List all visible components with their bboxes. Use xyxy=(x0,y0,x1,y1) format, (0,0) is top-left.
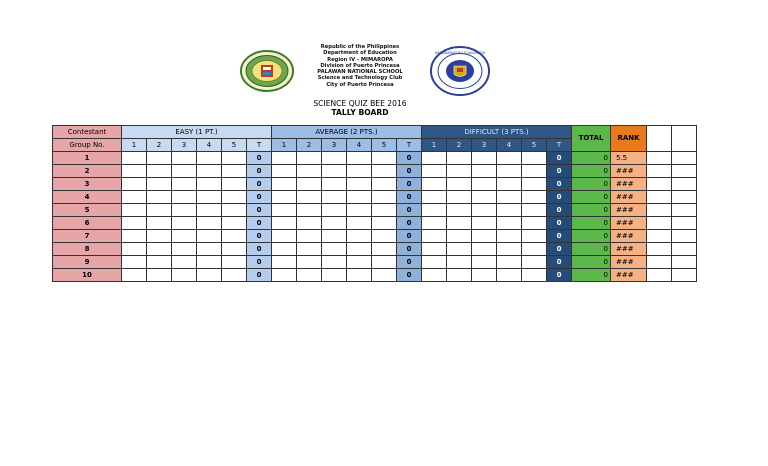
average-score-cell[interactable] xyxy=(347,230,372,243)
blank-cell xyxy=(647,217,672,230)
table-row xyxy=(53,243,697,256)
average-t-header: T xyxy=(397,139,422,152)
letterhead-line: Region IV - MIMAROPA xyxy=(327,56,393,63)
difficult-total-cell: 0 xyxy=(547,269,572,282)
group-number-cell: 1 xyxy=(53,152,122,165)
difficult-item-number: 3 xyxy=(472,139,497,152)
difficult-total-cell: 0 xyxy=(547,243,572,256)
easy-score-cell[interactable] xyxy=(222,165,247,178)
blank-cell xyxy=(672,269,697,282)
blank-cell xyxy=(672,204,697,217)
average-total-cell: 0 xyxy=(397,152,422,165)
table-header-row xyxy=(53,126,697,139)
group-number-cell: 7 xyxy=(53,230,122,243)
difficult-score-cell[interactable] xyxy=(522,178,547,191)
rank-cell: ### xyxy=(611,269,647,282)
average-score-cell[interactable] xyxy=(372,152,397,165)
average-score-cell[interactable] xyxy=(347,178,372,191)
rank-cell: ### xyxy=(611,178,647,191)
easy-score-cell[interactable] xyxy=(222,152,247,165)
rank-cell: ### xyxy=(611,256,647,269)
average-score-cell[interactable] xyxy=(372,256,397,269)
group-number-cell: 4 xyxy=(53,191,122,204)
difficult-total-cell: 0 xyxy=(547,230,572,243)
average-score-cell[interactable] xyxy=(297,191,322,204)
average-total-cell: 0 xyxy=(397,230,422,243)
difficult-score-cell[interactable] xyxy=(522,230,547,243)
average-score-cell[interactable] xyxy=(272,256,297,269)
difficult-score-cell[interactable] xyxy=(422,217,447,230)
average-score-cell[interactable] xyxy=(297,243,322,256)
difficult-score-cell[interactable] xyxy=(522,191,547,204)
rank-cell: ### xyxy=(611,165,647,178)
easy-score-cell[interactable] xyxy=(122,243,147,256)
average-score-cell[interactable] xyxy=(322,191,347,204)
easy-score-cell[interactable] xyxy=(147,178,172,191)
average-item-number: 1 xyxy=(272,139,297,152)
group-number-cell: 8 xyxy=(53,243,122,256)
letterhead-line: Department of Education xyxy=(323,50,397,57)
difficult-score-cell[interactable] xyxy=(422,191,447,204)
average-score-cell[interactable] xyxy=(347,165,372,178)
difficult-score-cell[interactable] xyxy=(447,256,472,269)
blank-cell xyxy=(672,217,697,230)
easy-score-cell[interactable] xyxy=(172,178,197,191)
rank-cell: ### xyxy=(611,230,647,243)
group-number-cell: 3 xyxy=(53,178,122,191)
average-total-cell: 0 xyxy=(397,269,422,282)
easy-score-cell[interactable] xyxy=(172,204,197,217)
easy-score-cell[interactable] xyxy=(222,256,247,269)
average-score-cell[interactable] xyxy=(347,243,372,256)
total-cell: 0 xyxy=(572,269,611,282)
blank-cell xyxy=(647,230,672,243)
difficult-score-cell[interactable] xyxy=(497,230,522,243)
blank-cell xyxy=(647,126,672,152)
easy-score-cell[interactable] xyxy=(147,243,172,256)
letterhead xyxy=(300,44,420,88)
difficult-header: DIFFICULT (3 PTS.) xyxy=(422,126,572,139)
letterhead-line: City of Puerto Princesa xyxy=(326,81,394,88)
easy-score-cell[interactable] xyxy=(222,230,247,243)
table-row xyxy=(53,191,697,204)
rank-cell: ### xyxy=(611,217,647,230)
blank-cell xyxy=(647,256,672,269)
blank-cell xyxy=(647,269,672,282)
easy-score-cell[interactable] xyxy=(172,152,197,165)
difficult-score-cell[interactable] xyxy=(497,191,522,204)
average-score-cell[interactable] xyxy=(347,191,372,204)
easy-score-cell[interactable] xyxy=(197,230,222,243)
rank-cell: ### xyxy=(611,204,647,217)
difficult-score-cell[interactable] xyxy=(472,165,497,178)
tally-board-table xyxy=(52,125,697,282)
easy-score-cell[interactable] xyxy=(122,230,147,243)
average-score-cell[interactable] xyxy=(297,165,322,178)
average-score-cell[interactable] xyxy=(372,230,397,243)
letterhead-line: Division of Puerto Princesa xyxy=(320,62,400,69)
average-score-cell[interactable] xyxy=(272,269,297,282)
blank-cell xyxy=(672,243,697,256)
difficult-score-cell[interactable] xyxy=(447,204,472,217)
average-score-cell[interactable] xyxy=(347,256,372,269)
difficult-score-cell[interactable] xyxy=(497,256,522,269)
average-score-cell[interactable] xyxy=(297,256,322,269)
difficult-score-cell[interactable] xyxy=(522,204,547,217)
difficult-score-cell[interactable] xyxy=(447,243,472,256)
average-total-cell: 0 xyxy=(397,256,422,269)
difficult-score-cell[interactable] xyxy=(422,243,447,256)
easy-score-cell[interactable] xyxy=(197,191,222,204)
easy-score-cell[interactable] xyxy=(147,165,172,178)
average-score-cell[interactable] xyxy=(297,204,322,217)
average-score-cell[interactable] xyxy=(322,230,347,243)
average-item-number: 2 xyxy=(297,139,322,152)
average-score-cell[interactable] xyxy=(372,204,397,217)
easy-total-cell: 0 xyxy=(247,204,272,217)
table-row xyxy=(53,204,697,217)
difficult-score-cell[interactable] xyxy=(447,165,472,178)
average-score-cell[interactable] xyxy=(297,152,322,165)
difficult-score-cell[interactable] xyxy=(472,269,497,282)
easy-item-number: 5 xyxy=(222,139,247,152)
blank-cell xyxy=(672,256,697,269)
average-score-cell[interactable] xyxy=(297,178,322,191)
easy-item-number: 3 xyxy=(172,139,197,152)
easy-total-cell: 0 xyxy=(247,152,272,165)
easy-score-cell[interactable] xyxy=(197,152,222,165)
difficult-score-cell[interactable] xyxy=(472,178,497,191)
easy-score-cell[interactable] xyxy=(172,191,197,204)
easy-score-cell[interactable] xyxy=(197,243,222,256)
average-score-cell[interactable] xyxy=(272,217,297,230)
easy-item-number: 4 xyxy=(197,139,222,152)
total-cell: 0 xyxy=(572,165,611,178)
letterhead-line: Republic of the Philippines xyxy=(320,44,400,50)
average-score-cell[interactable] xyxy=(372,165,397,178)
average-score-cell[interactable] xyxy=(322,256,347,269)
easy-score-cell[interactable] xyxy=(147,230,172,243)
average-score-cell[interactable] xyxy=(347,217,372,230)
easy-score-cell[interactable] xyxy=(147,256,172,269)
difficult-score-cell[interactable] xyxy=(522,256,547,269)
average-score-cell[interactable] xyxy=(322,243,347,256)
easy-total-cell: 0 xyxy=(247,230,272,243)
easy-score-cell[interactable] xyxy=(172,165,197,178)
easy-score-cell[interactable] xyxy=(122,152,147,165)
average-score-cell[interactable] xyxy=(297,269,322,282)
difficult-score-cell[interactable] xyxy=(497,152,522,165)
blank-cell xyxy=(672,191,697,204)
easy-total-cell: 0 xyxy=(247,269,272,282)
difficult-total-cell: 0 xyxy=(547,165,572,178)
easy-score-cell[interactable] xyxy=(122,256,147,269)
average-score-cell[interactable] xyxy=(272,230,297,243)
rank-cell: 5.5 xyxy=(611,152,647,165)
difficult-score-cell[interactable] xyxy=(472,204,497,217)
average-score-cell[interactable] xyxy=(322,165,347,178)
easy-score-cell[interactable] xyxy=(147,204,172,217)
blank-cell xyxy=(672,165,697,178)
total-cell: 0 xyxy=(572,243,611,256)
easy-score-cell[interactable] xyxy=(122,269,147,282)
easy-score-cell[interactable] xyxy=(172,243,197,256)
easy-score-cell[interactable] xyxy=(172,217,197,230)
blank-cell xyxy=(647,204,672,217)
page-title: SCIENCE QUIZ BEE 2016 xyxy=(313,99,407,108)
difficult-score-cell[interactable] xyxy=(522,165,547,178)
easy-score-cell[interactable] xyxy=(172,230,197,243)
difficult-score-cell[interactable] xyxy=(447,230,472,243)
difficult-score-cell[interactable] xyxy=(422,152,447,165)
easy-score-cell[interactable] xyxy=(172,269,197,282)
easy-item-number: 1 xyxy=(122,139,147,152)
average-total-cell: 0 xyxy=(397,204,422,217)
difficult-score-cell[interactable] xyxy=(422,269,447,282)
easy-score-cell[interactable] xyxy=(197,256,222,269)
contestant-header: Contestant xyxy=(53,126,122,139)
difficult-total-cell: 0 xyxy=(547,217,572,230)
total-header: TOTAL xyxy=(572,126,611,152)
table-row xyxy=(53,178,697,191)
easy-score-cell[interactable] xyxy=(197,204,222,217)
easy-total-cell: 0 xyxy=(247,243,272,256)
average-item-number: 5 xyxy=(372,139,397,152)
difficult-t-header: T xyxy=(547,139,572,152)
difficult-score-cell[interactable] xyxy=(522,152,547,165)
difficult-score-cell[interactable] xyxy=(522,217,547,230)
easy-score-cell[interactable] xyxy=(222,217,247,230)
difficult-score-cell[interactable] xyxy=(497,178,522,191)
difficult-total-cell: 0 xyxy=(547,191,572,204)
letterhead-line: PALAWAN NATIONAL SCHOOL xyxy=(317,69,403,76)
easy-score-cell[interactable] xyxy=(197,165,222,178)
rank-cell: ### xyxy=(611,191,647,204)
average-score-cell[interactable] xyxy=(322,152,347,165)
easy-total-cell: 0 xyxy=(247,217,272,230)
total-cell: 0 xyxy=(572,256,611,269)
deped-seal-logo xyxy=(429,45,491,97)
easy-score-cell[interactable] xyxy=(122,178,147,191)
rank-header: RANK xyxy=(611,126,647,152)
easy-score-cell[interactable] xyxy=(122,191,147,204)
difficult-score-cell[interactable] xyxy=(472,217,497,230)
total-cell: 0 xyxy=(572,230,611,243)
easy-score-cell[interactable] xyxy=(122,204,147,217)
difficult-score-cell[interactable] xyxy=(447,269,472,282)
easy-score-cell[interactable] xyxy=(222,269,247,282)
total-cell: 0 xyxy=(572,152,611,165)
easy-item-number: 2 xyxy=(147,139,172,152)
blank-cell xyxy=(647,178,672,191)
table-row xyxy=(53,165,697,178)
difficult-score-cell[interactable] xyxy=(422,230,447,243)
difficult-score-cell[interactable] xyxy=(497,204,522,217)
total-cell: 0 xyxy=(572,204,611,217)
difficult-score-cell[interactable] xyxy=(497,217,522,230)
table-row xyxy=(53,217,697,230)
table-row xyxy=(53,256,697,269)
difficult-score-cell[interactable] xyxy=(522,243,547,256)
easy-score-cell[interactable] xyxy=(197,269,222,282)
average-score-cell[interactable] xyxy=(372,178,397,191)
page-subtitle: TALLY BOARD xyxy=(331,108,389,117)
easy-score-cell[interactable] xyxy=(197,178,222,191)
easy-score-cell[interactable] xyxy=(147,191,172,204)
average-score-cell[interactable] xyxy=(347,152,372,165)
difficult-item-number: 2 xyxy=(447,139,472,152)
blank-cell xyxy=(647,243,672,256)
blank-cell xyxy=(672,126,697,152)
difficult-score-cell[interactable] xyxy=(472,256,497,269)
easy-score-cell[interactable] xyxy=(147,152,172,165)
difficult-item-number: 4 xyxy=(497,139,522,152)
easy-total-cell: 0 xyxy=(247,256,272,269)
total-cell: 0 xyxy=(572,217,611,230)
easy-t-header: T xyxy=(247,139,272,152)
difficult-item-number: 1 xyxy=(422,139,447,152)
page-title-block xyxy=(290,99,430,117)
letterhead-line: Science and Technology Club xyxy=(317,75,403,82)
difficult-score-cell[interactable] xyxy=(522,269,547,282)
difficult-score-cell[interactable] xyxy=(447,178,472,191)
table-row xyxy=(53,230,697,243)
easy-score-cell[interactable] xyxy=(222,243,247,256)
easy-score-cell[interactable] xyxy=(147,217,172,230)
average-score-cell[interactable] xyxy=(322,178,347,191)
average-score-cell[interactable] xyxy=(372,191,397,204)
difficult-score-cell[interactable] xyxy=(497,165,522,178)
easy-score-cell[interactable] xyxy=(122,165,147,178)
table-body xyxy=(53,152,697,282)
difficult-score-cell[interactable] xyxy=(472,152,497,165)
blank-cell xyxy=(647,191,672,204)
average-header: AVERAGE (2 PTS.) xyxy=(272,126,422,139)
average-score-cell[interactable] xyxy=(372,243,397,256)
group-number-cell: 10 xyxy=(53,269,122,282)
easy-total-cell: 0 xyxy=(247,178,272,191)
easy-header: EASY (1 PT.) xyxy=(122,126,272,139)
average-score-cell[interactable] xyxy=(272,204,297,217)
difficult-total-cell: 0 xyxy=(547,178,572,191)
table-row xyxy=(53,269,697,282)
easy-score-cell[interactable] xyxy=(197,217,222,230)
total-cell: 0 xyxy=(572,178,611,191)
deped-seal-text: KAGAWARAN NG EDUKASYON xyxy=(434,51,486,55)
blank-cell xyxy=(672,152,697,165)
difficult-score-cell[interactable] xyxy=(472,191,497,204)
easy-total-cell: 0 xyxy=(247,191,272,204)
easy-score-cell[interactable] xyxy=(172,256,197,269)
average-score-cell[interactable] xyxy=(322,204,347,217)
easy-total-cell: 0 xyxy=(247,165,272,178)
difficult-total-cell: 0 xyxy=(547,204,572,217)
average-score-cell[interactable] xyxy=(372,269,397,282)
difficult-item-number: 5 xyxy=(522,139,547,152)
average-score-cell[interactable] xyxy=(322,217,347,230)
average-score-cell[interactable] xyxy=(297,230,322,243)
group-number-cell: 9 xyxy=(53,256,122,269)
average-total-cell: 0 xyxy=(397,178,422,191)
average-score-cell[interactable] xyxy=(347,204,372,217)
average-score-cell[interactable] xyxy=(297,217,322,230)
total-cell: 0 xyxy=(572,191,611,204)
average-score-cell[interactable] xyxy=(272,243,297,256)
blank-cell xyxy=(647,152,672,165)
difficult-score-cell[interactable] xyxy=(447,191,472,204)
average-total-cell: 0 xyxy=(397,243,422,256)
rank-cell: ### xyxy=(611,243,647,256)
average-score-cell[interactable] xyxy=(272,191,297,204)
difficult-score-cell[interactable] xyxy=(422,256,447,269)
difficult-score-cell[interactable] xyxy=(497,269,522,282)
easy-score-cell[interactable] xyxy=(122,217,147,230)
difficult-score-cell[interactable] xyxy=(422,165,447,178)
school-seal-logo xyxy=(240,50,294,92)
easy-score-cell[interactable] xyxy=(147,269,172,282)
average-score-cell[interactable] xyxy=(272,178,297,191)
average-total-cell: 0 xyxy=(397,165,422,178)
difficult-score-cell[interactable] xyxy=(497,243,522,256)
table-row xyxy=(53,152,697,165)
average-total-cell: 0 xyxy=(397,217,422,230)
average-score-cell[interactable] xyxy=(322,269,347,282)
blank-cell xyxy=(672,178,697,191)
difficult-score-cell[interactable] xyxy=(447,217,472,230)
blank-cell xyxy=(647,165,672,178)
average-item-number: 3 xyxy=(322,139,347,152)
difficult-score-cell[interactable] xyxy=(422,204,447,217)
average-score-cell[interactable] xyxy=(347,269,372,282)
average-score-cell[interactable] xyxy=(272,152,297,165)
difficult-score-cell[interactable] xyxy=(447,152,472,165)
difficult-score-cell[interactable] xyxy=(472,243,497,256)
easy-score-cell[interactable] xyxy=(222,178,247,191)
difficult-total-cell: 0 xyxy=(547,152,572,165)
group-no-header: Group No. xyxy=(53,139,122,152)
average-total-cell: 0 xyxy=(397,191,422,204)
group-number-cell: 2 xyxy=(53,165,122,178)
average-score-cell[interactable] xyxy=(372,217,397,230)
group-number-cell: 6 xyxy=(53,217,122,230)
easy-score-cell[interactable] xyxy=(222,204,247,217)
difficult-score-cell[interactable] xyxy=(472,230,497,243)
difficult-total-cell: 0 xyxy=(547,256,572,269)
average-item-number: 4 xyxy=(347,139,372,152)
blank-cell xyxy=(672,230,697,243)
difficult-score-cell[interactable] xyxy=(422,178,447,191)
group-number-cell: 5 xyxy=(53,204,122,217)
easy-score-cell[interactable] xyxy=(222,191,247,204)
average-score-cell[interactable] xyxy=(272,165,297,178)
